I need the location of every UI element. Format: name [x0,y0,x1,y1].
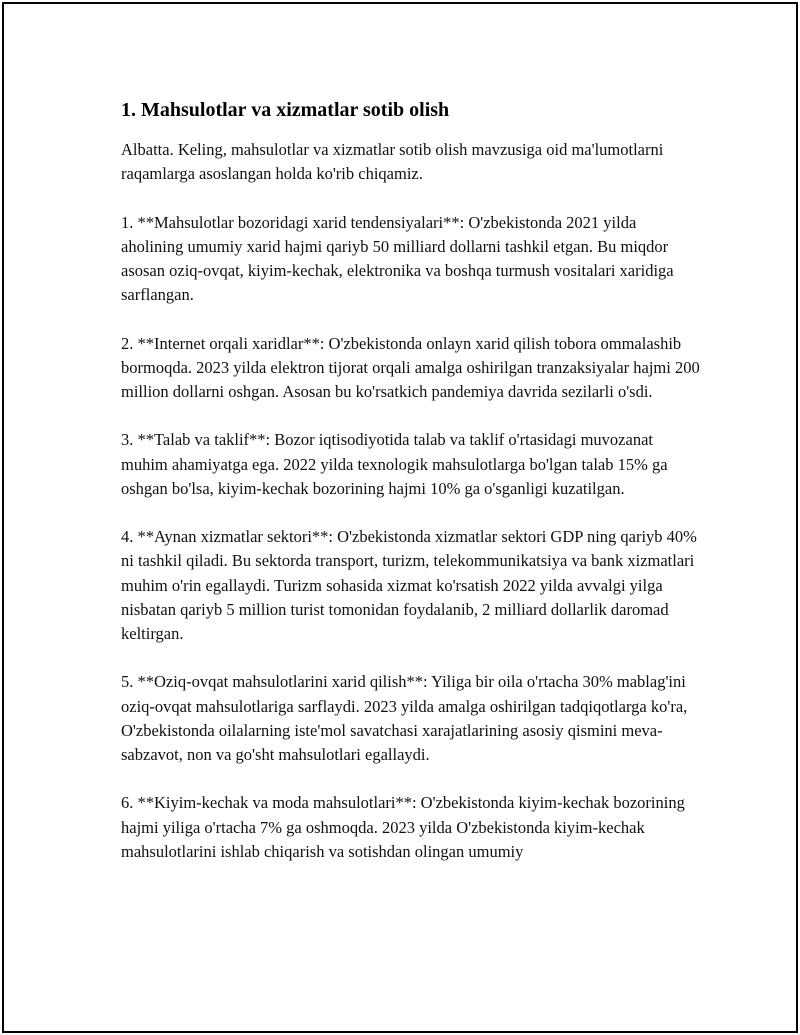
document-title: 1. Mahsulotlar va xizmatlar sotib olish [121,99,450,121]
intro-paragraph: Albatta. Keling, mahsulotlar va xizmatlar sotib olish mavzusiga oid ma'lumotlarni raqamlarga asoslangan holda ko'rib chiqamiz. [121,140,664,184]
paragraph-1: 1. **Mahsulotlar bozoridagi xarid tendensiyalari**: O'zbekistonda 2021 yilda aholining umumiy xarid hajmi qariyb 50 milliard dollarni tashkil etgan. Bu miqdor asosan oziq-ovqat, kiyim-kechak, elektronika va boshqa turmush vositalari xaridiga sarflangan. [121,212,674,305]
paragraph-5: 5. **Oziq-ovqat mahsulotlarini xarid qilish**: Yiliga bir oila o'rtacha 30% mablag'ini oziq-ovqat mahsulotlariga sarflaydi. 2023 yilda amalga oshirilgan tadqiqotlarga ko'ra, O'zbekistonda oilalarning iste'mol savatchasi xarajatlarining asosiy qismini meva-sabzavot, non va go'sht mahsulotlari egallaydi. [121,672,688,764]
paragraph-4: 4. **Aynan xizmatlar sektori**: O'zbekistonda xizmatlar sektori GDP ning qariyb 40% ni tashkil qiladi. Bu sektorda transport, turizm, telekommunikatsiya va bank xizmatlari muhim o'rin egallaydi. Turizm sohasida xizmat ko'rsatish 2022 yilda avvalgi yilga nisbatan qariyb 5 million turist tomonidan foydalanib, 2 milliard dollarlik daromad keltirgan. [121,527,697,643]
paragraph-2: 2. **Internet orqali xaridlar**: O'zbekistonda onlayn xarid qilish tobora ommalashib bormoqda. 2023 yilda elektron tijorat orqali amalga oshirilgan tranzaksiyalar hajmi 200 million dollarni oshgan. Asosan bu ko'rsatkich pandemiya davrida sezilarli o'sdi. [121,333,700,401]
paragraph-3: 3. **Talab va taklif**: Bozor iqtisodiyotida talab va taklif o'rtasidagi muvozanat muhim ahamiyatga ega. 2022 yilda texnologik mahsulotlarga bo'lgan talab 15% ga oshgan bo'lsa, kiyim-kechak bozorining hajmi 10% ga o'sganligi kuzatilgan. [121,430,668,498]
paragraph-6: 6. **Kiyim-kechak va moda mahsulotlari**: O'zbekistonda kiyim-kechak bozorining hajmi yiliga o'rtacha 7% ga oshmoqda. 2023 yilda O'zbekistonda kiyim-kechak mahsulotlarini ishlab chiqarish va sotishdan olingan umumiy [121,793,685,861]
page-frame [2,2,798,1033]
document-body [121,96,701,888]
